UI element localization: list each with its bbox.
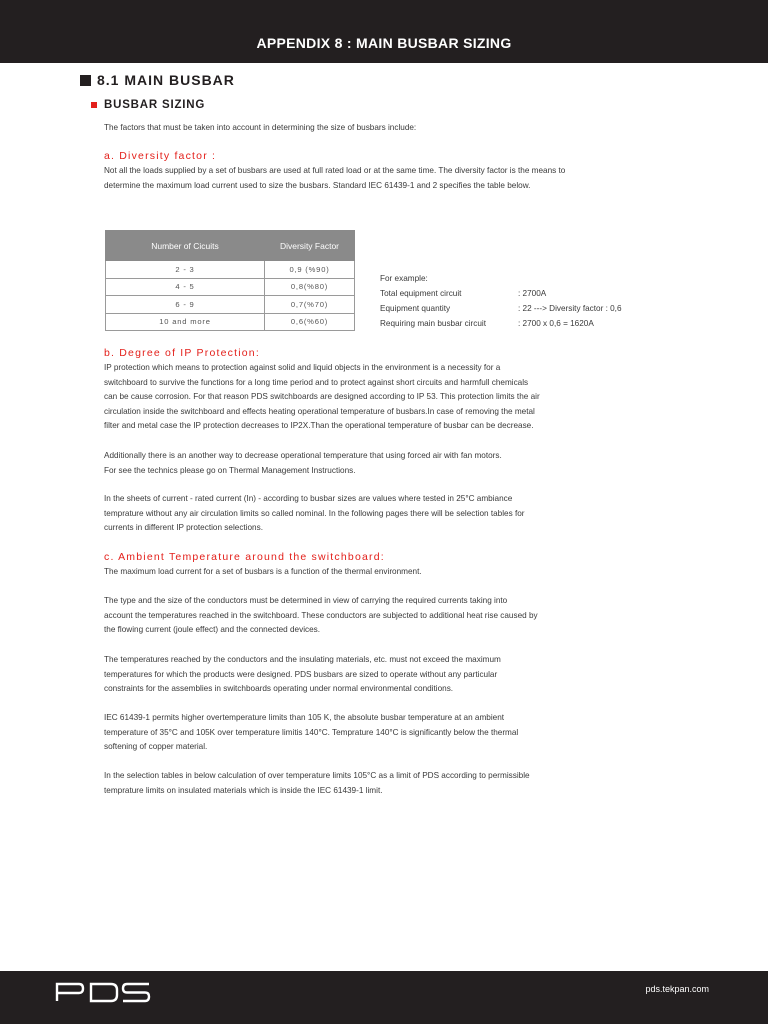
- example-title: For example:: [380, 274, 428, 283]
- table-row: [106, 261, 355, 279]
- table-cell: 0,8(%80): [265, 278, 355, 296]
- example-label: Total equipment circuit: [380, 289, 462, 298]
- example-row: [380, 301, 622, 316]
- diversity-table: [105, 230, 355, 331]
- table-row: [106, 296, 355, 314]
- diversity-paragraph: Not all the loads supplied by a set of busbars are used at full rated load or at the same time. The diversity factor is the means to determine the maximum load current used to size the busbars. Standard IEC 61439-1 and 2 specifies the table below.: [104, 166, 566, 190]
- ambient-paragraph-2: The type and the size of the conductors must be determined in view of carrying the required currents taking into account the temperatures reached in the switchboard. These conductors are subjected to additional heat rise caused by the flowing current (joule effect) and the connected devices.: [104, 596, 538, 635]
- ambient-paragraph-1: The maximum load current for a set of busbars is a function of the thermal environment.: [104, 567, 422, 576]
- ambient-paragraph-5: In the selection tables in below calculation of over temperature limits 105°C as a limit of PDS according to permissible temprature limits on insulated materials which is inside the IEC 61439-1 limit.: [104, 771, 530, 795]
- protection-heading: b. Degree of IP Protection:: [104, 347, 260, 359]
- subsection-square-icon: [91, 102, 97, 108]
- ambient-paragraph-3: The temperatures reached by the conductors and the insulating materials, etc. must not exceed the maximum temperatures for which the products were designed. PDS busbars are sized to operate without any particular constraints for the assemblies in switchboards operating under normal environmental conditions.: [104, 655, 501, 694]
- table-header-cell: Number of Cicuits: [106, 231, 265, 261]
- example-block: [380, 271, 622, 331]
- diversity-heading: a. Diversity factor :: [104, 150, 217, 162]
- header-bar: [0, 0, 768, 63]
- protection-paragraph-3: In the sheets of current - rated current (In) - according to busbar sizes are values where tested in 25°C ambiance temprature without any air circulation limits so called nominal. In the following pages there will be selection tables for currents in different IP protection selections.: [104, 494, 525, 533]
- table-cell: 2 - 3: [106, 261, 265, 279]
- pds-logo-icon: [55, 981, 151, 1003]
- example-value: : 2700 x 0,6 = 1620A: [518, 319, 594, 328]
- ambient-heading: c. Ambient Temperature around the switchboard:: [104, 551, 385, 563]
- website-link[interactable]: pds.tekpan.com: [645, 984, 709, 994]
- example-value: : 22 ---> Diversity factor : 0,6: [518, 304, 622, 313]
- table-cell: 6 - 9: [106, 296, 265, 314]
- section-title: 8.1 MAIN BUSBAR: [97, 72, 235, 88]
- table-row: [106, 313, 355, 331]
- table-row: [106, 278, 355, 296]
- example-row: [380, 286, 622, 301]
- table-cell: 4 - 5: [106, 278, 265, 296]
- table-header-row: [106, 231, 355, 261]
- example-row: [380, 316, 622, 331]
- example-value: : 2700A: [518, 289, 547, 298]
- footer-bar: [0, 971, 768, 1024]
- table-cell: 10 and more: [106, 313, 265, 331]
- section-heading: [80, 72, 235, 88]
- subsection-heading: [91, 99, 205, 111]
- page-title: APPENDIX 8 : MAIN BUSBAR SIZING: [256, 35, 512, 51]
- table-header-cell: Diversity Factor: [265, 231, 355, 261]
- ambient-paragraph-4: IEC 61439-1 permits higher overtemperature limits than 105 K, the absolute busbar temperature at an ambient temperature of 35°C and 105K over temperature limitis 140°C. Temprature 140°C is significantly below the thermal softening of copper material.: [104, 713, 519, 752]
- table-cell: 0,7(%70): [265, 296, 355, 314]
- protection-paragraph-2: Additionally there is an another way to decrease operational temperature that using forced air with fan motors. For see the technics please go on Thermal Management Instructions.: [104, 451, 502, 475]
- table-cell: 0,6(%60): [265, 313, 355, 331]
- intro-text: The factors that must be taken into account in determining the size of busbars include:: [104, 123, 417, 132]
- protection-paragraph-1: IP protection which means to protection against solid and liquid objects in the environment is a necessity for a switchboard to survive the functions for a long time period and to protect against short circuits and harmfull chemicals can be cause corrosion. For that reason PDS switchboards are designed according to IP 53. This protection limits the air circulation inside the switchboard and effects heating operational temperature of busbars.In case of removing the metal filter and metal case the IP protection decreases to IP2X.Than the operational temperature of busbar can be decrease.: [104, 363, 540, 431]
- table-cell: 0,9 (%90): [265, 261, 355, 279]
- example-label: Requiring main busbar circuit: [380, 319, 487, 328]
- subsection-title: BUSBAR SIZING: [104, 99, 206, 111]
- example-label: Equipment quantity: [380, 304, 451, 313]
- section-square-icon: [80, 75, 91, 86]
